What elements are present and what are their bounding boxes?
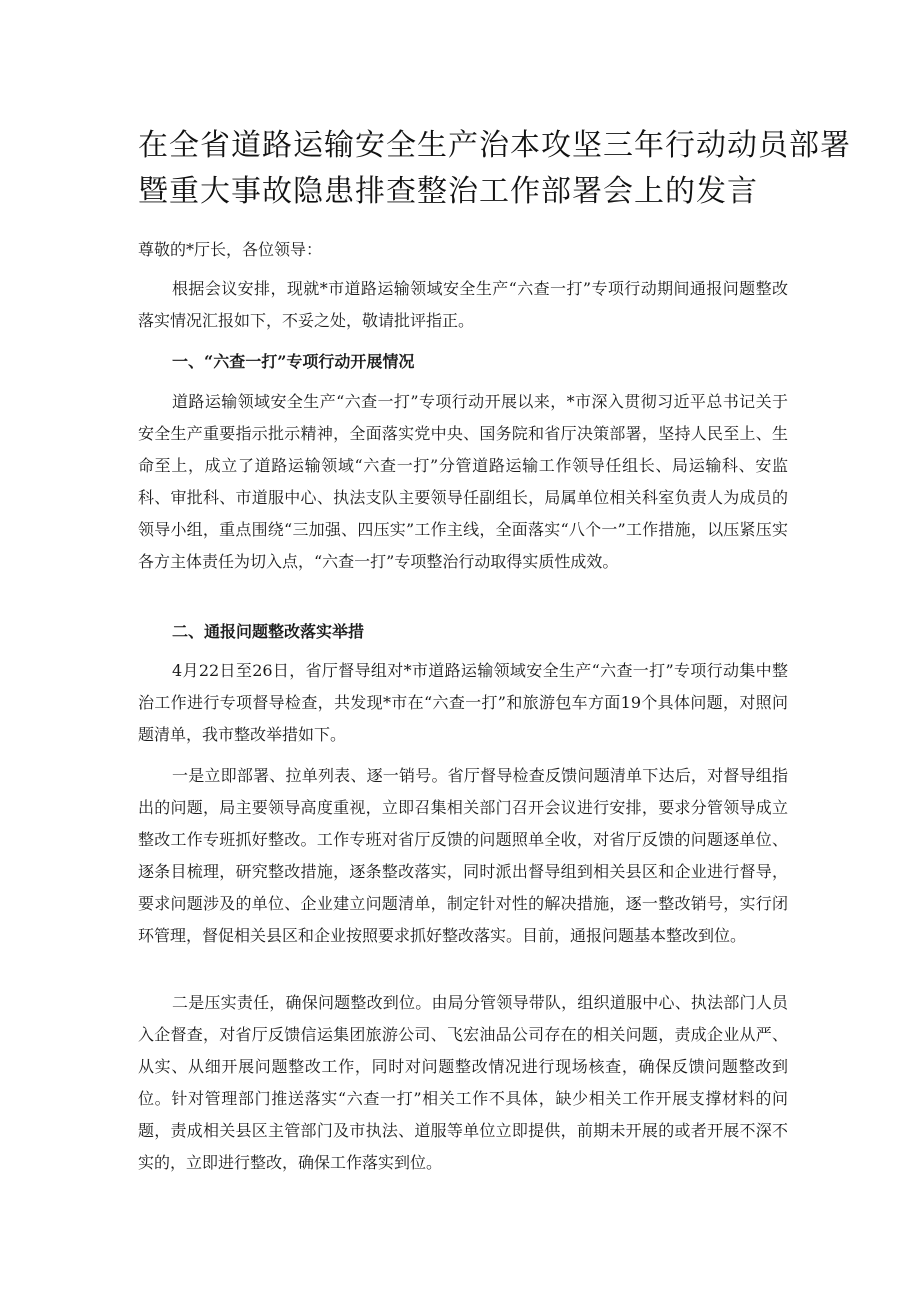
title-line-1: 在全省道路运输安全生产治本攻坚三年行动动员部署 bbox=[138, 128, 851, 163]
title-line-2: 暨重大事故隐患排查整治工作部署会上的发言 bbox=[138, 174, 758, 209]
intro-paragraph: 根据会议安排，现就*市道路运输领域安全生产“六查一打”专项行动期间通报问题整改落实情况汇报如下，不妥之处，敬请批评指正。 bbox=[138, 279, 788, 330]
section-1-heading: 一、“六查一打”专项行动开展情况 bbox=[172, 352, 415, 371]
document-title bbox=[138, 123, 851, 215]
section-2-heading: 二、通报问题整改落实举措 bbox=[172, 622, 365, 641]
section-1-paragraph: 道路运输领域安全生产“六查一打”专项行动开展以来，*市深入贯彻习近平总书记关于安全生产重要指示批示精神，全面落实党中央、国务院和省厅决策部署，坚持人民至上、生命至上，成立了道路运输领域“六查一打”分管道路运输工作领导任组长、局运输科、安监科、审批科、市道服中心、执法支队主要领导任副组长，局属单位相关科室负责人为成员的领导小组，重点围绕“三加强、四压实”工作主线，全面落实“八个一”工作措施，以压紧压实各方主体责任为切入点，“六查一打”专项整治行动取得实质性成效。 bbox=[138, 392, 788, 571]
salutation: 尊敬的*厅长，各位领导： bbox=[138, 240, 323, 259]
measure-1-paragraph: 一是立即部署、拉单列表、逐一销号。省厅督导检查反馈问题清单下达后，对督导组指出的问题，局主要领导高度重视，立即召集相关部门召开会议进行安排，要求分管领导成立整改工作专班抓好整改。工作专班对省厅反馈的问题照单全收，对省厅反馈的问题逐单位、逐条目梳理，研究整改措施，逐条整改落实，同时派出督导组到相关县区和企业进行督导，要求问题涉及的单位、企业建立问题清单，制定针对性的解决措施，逐一整改销号，实行闭环管理，督促相关县区和企业按照要求抓好整改落实。目前，通报问题基本整改到位。 bbox=[138, 766, 788, 945]
section-2-intro-paragraph: 4月22日至26日，省厅督导组对*市道路运输领域安全生产“六查一打”专项行动集中整治工作进行专项督导检查，共发现*市在“六查一打”和旅游包车方面19个具体问题，对照问题清单，我市整改举措如下。 bbox=[138, 661, 788, 744]
measure-2-paragraph: 二是压实责任，确保问题整改到位。由局分管领导带队，组织道服中心、执法部门人员入企督查，对省厅反馈信运集团旅游公司、飞宏油品公司存在的相关问题，责成企业从严、从实、从细开展问题整改工作，同时对问题整改情况进行现场核查，确保反馈问题整改到位。针对管理部门推送落实“六查一打”相关工作不具体，缺少相关工作开展支撑材料的问题，责成相关县区主管部门及市执法、道服等单位立即提供，前期未开展的或者开展不深不实的，立即进行整改，确保工作落实到位。 bbox=[138, 993, 788, 1172]
